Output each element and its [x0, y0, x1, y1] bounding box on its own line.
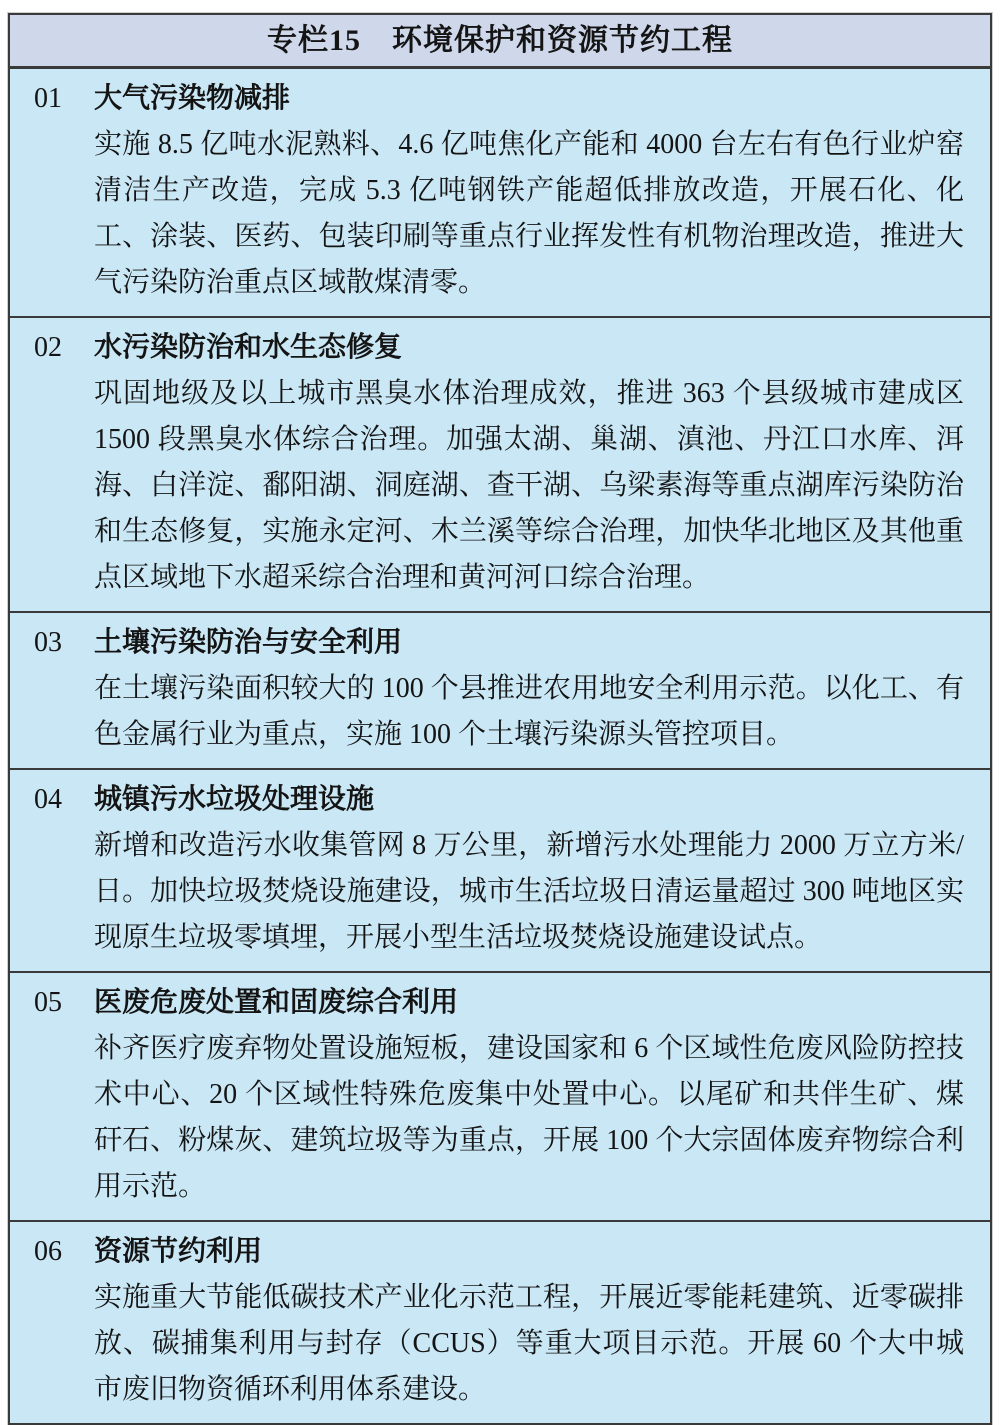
section-content [94, 777, 964, 961]
section-body: 在土壤污染面积较大的 100 个县推进农用地安全利用示范。以化工、有色金属行业为重点，实施 100 个土壤污染源头管控项目。 [94, 673, 964, 750]
section-number: 04 [34, 784, 62, 815]
section-number: 01 [34, 83, 62, 114]
section-row-04 [10, 770, 990, 973]
section-row-06 [10, 1222, 990, 1423]
section-number: 05 [34, 987, 62, 1018]
section-body: 补齐医疗废弃物处置设施短板，建设国家和 6 个区域性危废风险防控技术中心、20 个区域性特殊危废集中处置中心。以尾矿和共伴生矿、煤矸石、粉煤灰、建筑垃圾等为重点，开展 100 个大宗固体废弃物综合利用示范。 [94, 1033, 964, 1202]
section-body: 实施重大节能低碳技术产业化示范工程，开展近零能耗建筑、近零碳排放、碳捕集利用与封存（CCUS）等重大项目示范。开展 60 个大中城市废旧物资循环利用体系建设。 [94, 1282, 964, 1405]
section-heading: 医废危废处置和固废综合利用 [94, 987, 459, 1018]
section-heading: 水污染防治和水生态修复 [94, 332, 403, 363]
section-number: 03 [34, 627, 62, 658]
table-title: 专栏15 环境保护和资源节约工程 [267, 24, 733, 57]
section-row-02 [10, 318, 990, 613]
table-header [10, 15, 990, 69]
section-content [94, 980, 964, 1210]
section-body: 实施 8.5 亿吨水泥熟料、4.6 亿吨焦化产能和 4000 台左右有色行业炉窑清洁生产改造，完成 5.3 亿吨钢铁产能超低排放改造，开展石化、化工、涂装、医药、包装印刷等重点行业挥发性有机物治理改造，推进大气污染防治重点区域散煤清零。 [94, 129, 964, 298]
section-content [94, 620, 964, 758]
section-heading: 土壤污染防治与安全利用 [94, 627, 403, 658]
section-content [94, 76, 964, 306]
section-content [94, 1229, 964, 1413]
section-content [94, 325, 964, 601]
section-number: 02 [34, 332, 62, 363]
section-row-01 [10, 69, 990, 318]
section-body: 新增和改造污水收集管网 8 万公里，新增污水处理能力 2000 万立方米/日。加快垃圾焚烧设施建设，城市生活垃圾日清运量超过 300 吨地区实现原生垃圾零填埋，开展小型生活垃圾焚烧设施建设试点。 [94, 830, 964, 953]
section-body: 巩固地级及以上城市黑臭水体治理成效，推进 363 个县级城市建成区 1500 段黑臭水体综合治理。加强太湖、巢湖、滇池、丹江口水库、洱海、白洋淀、鄱阳湖、洞庭湖、查干湖、乌梁素海等重点湖库污染防治和生态修复，实施永定河、木兰溪等综合治理，加快华北地区及其他重点区域地下水超采综合治理和黄河河口综合治理。 [94, 378, 964, 593]
special-column-table [8, 13, 992, 1425]
section-heading: 城镇污水垃圾处理设施 [94, 784, 375, 815]
section-heading: 资源节约利用 [94, 1236, 263, 1267]
section-heading: 大气污染物减排 [94, 83, 291, 114]
section-row-05 [10, 973, 990, 1222]
section-number: 06 [34, 1236, 62, 1267]
section-row-03 [10, 613, 990, 770]
